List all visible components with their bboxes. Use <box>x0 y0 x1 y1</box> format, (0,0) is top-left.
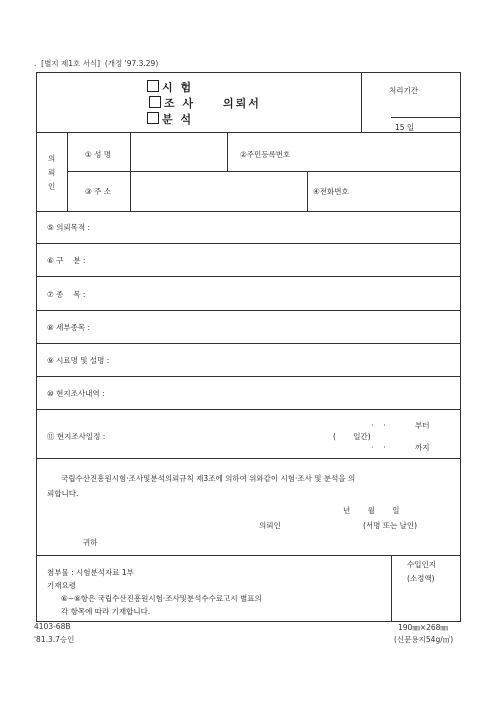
resident-number-field[interactable] <box>308 133 459 170</box>
phone-field[interactable] <box>367 172 459 210</box>
applicant-label: 의 뢰 인 <box>48 154 56 191</box>
attachment-line: 첨부물 : 시험분석자료 1부 <box>47 568 134 577</box>
purpose-label: ⑤ 의뢰목적 : <box>47 223 90 232</box>
schedule-days: ( 일간) <box>333 432 371 441</box>
checkbox-icon <box>147 112 159 124</box>
paper-size: 190㎜×268㎜ <box>398 623 448 632</box>
title-survey: 조 사 의뢰서 <box>149 95 261 111</box>
approval-date: '81.3.7승인 <box>34 635 75 644</box>
name-field[interactable] <box>131 133 226 170</box>
title-test: 시 험 <box>147 79 193 95</box>
name-label: ① 성 명 <box>85 150 111 159</box>
form-code: 4103-68B <box>34 622 71 631</box>
declaration-text: 국립수산진흥원시험·조사및분석의뢰규칙 제3조에 의하여 위와같이 시험·조사 및 분석을 의 <box>61 474 356 483</box>
resident-number-label: ②주민등록번호 <box>240 150 291 159</box>
processing-label: 처리기간 <box>389 86 418 95</box>
declaration-text-cont: 뢰합니다. <box>47 489 79 498</box>
revenue-stamp-label: 수입인지 <box>407 560 436 569</box>
schedule-from: 부터 <box>415 421 430 430</box>
address-field[interactable] <box>131 172 306 210</box>
instructions-line: ⑥∼⑧항은 국립수산진흥원시험·조사및분석수수료고시 별표의 <box>61 594 262 603</box>
form-reference: . [별지 제1호 서식] (개정 '97.3.29) <box>34 59 159 68</box>
phone-label: ④전화번호 <box>313 187 349 196</box>
schedule-to: 까지 <box>415 443 430 452</box>
processing-value: 15 일 <box>395 123 415 132</box>
title-analysis: 분 석 <box>147 111 193 127</box>
schedule-start-date: · · <box>371 421 386 430</box>
signature-label: (서명 또는 날인) <box>363 521 418 530</box>
checkbox-icon <box>149 96 161 108</box>
schedule-label: ⑪ 현지조사일정 : <box>47 432 106 441</box>
revenue-stamp-amount: (소정액) <box>407 574 435 583</box>
category-label: ⑥ 구 분 : <box>47 256 86 265</box>
instructions-line: 각 항목에 따라 기재합니다. <box>61 607 151 616</box>
declaration-applicant: 의뢰인 <box>259 521 281 530</box>
address-label: ③ 주 소 <box>85 187 111 196</box>
checkbox-icon <box>147 80 159 92</box>
recipient-label: 귀하 <box>83 538 98 547</box>
instructions-heading: 기재요령 <box>47 581 76 590</box>
declaration-date: 년 월 일 <box>343 506 400 515</box>
sample-label: ⑨ 시료명 및 설명 : <box>47 356 110 365</box>
schedule-end-date: · · <box>371 443 386 452</box>
type-label: ⑦ 종 목 : <box>47 290 86 299</box>
survey-label: ⑩ 현지조사내역 : <box>47 389 105 398</box>
request-form <box>36 72 461 622</box>
paper-type: (신문용지54g/㎡) <box>394 635 454 644</box>
detail-label: ⑧ 세부종목 : <box>47 323 90 332</box>
